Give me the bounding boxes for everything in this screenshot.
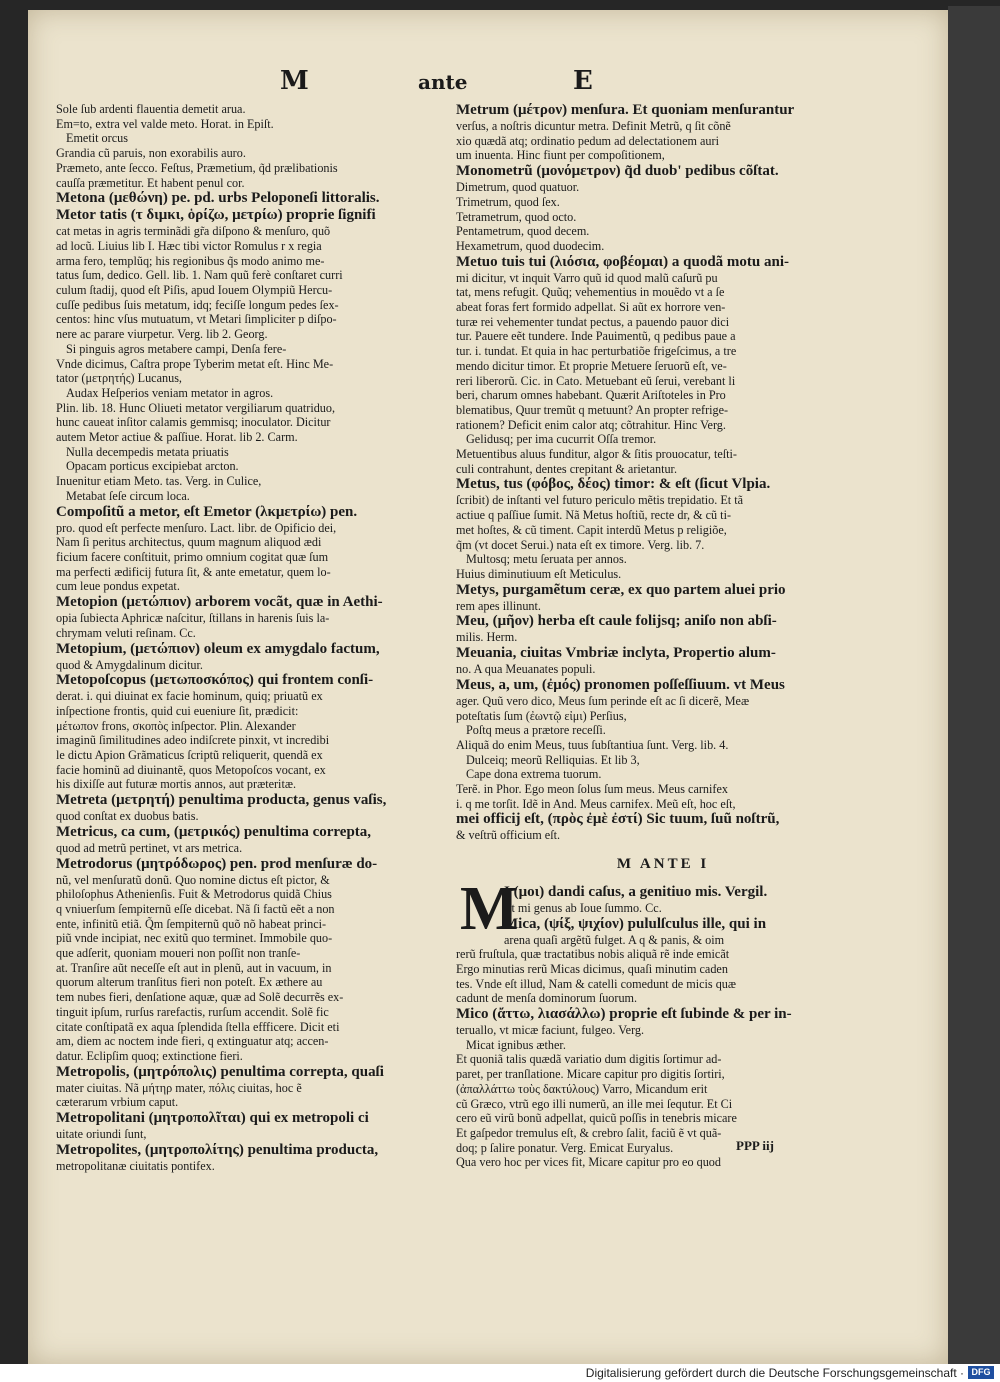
funding-note: Digitalisierung gefördert durch die Deutsche Forschungsgemeinschaft · <box>585 1366 964 1380</box>
header-left-letter: M <box>280 66 309 96</box>
text-line: Præmeto, ante ſecco. Feſtus, Præmetium, q̃d prælibationis <box>56 160 338 175</box>
text-line: mater ciuitas. Nã μήτηρ mater, πόλις ciuitas, hoc ẽ <box>56 1080 302 1095</box>
text-line: Aliquã do enim Meus, tuus ſubſtantiua ſunt. Verg. lib. 4. <box>456 737 729 752</box>
text-line: Multosq; metu ſeruata per annos. <box>466 552 627 567</box>
text-line: arma fero, templũq; his regionibus q̃s modo animo me- <box>56 253 325 268</box>
text-line: Vnde dicimus, Caſtra prope Tyberim metat eſt. Hinc Me- <box>56 356 334 371</box>
text-line: facie hominũ ad diuinantẽ, quos Metopoſcos vocant, ex <box>56 762 326 777</box>
entry-headword-line: Monometrũ (μονόμετρον) q̃d duob' pedibus cõſtat. <box>456 163 779 180</box>
entry-headword-line: Metor tatis (τ διμκι, ὁρίζω, μετρίω) proprie ſignifi <box>56 207 376 224</box>
running-header <box>28 68 948 98</box>
entry-headword-line: Metropolis, (μητρόπολις) penultima correpta, quaſi <box>56 1063 384 1080</box>
text-line: hunc caueat inſitor calamis gemmisq; inoculator. Dicitur <box>56 415 331 430</box>
entry-headword-line: Mica, (ψίξ, ψιχίον) pululſculus ille, qui in <box>504 915 767 932</box>
entry-headword-line: Metropolitani (μητροπολῖται) qui ex metropoli ci <box>56 1110 369 1127</box>
text-line: verſus, a noſtris dicuntur metra. Definit Metrũ, q ſit cõnẽ <box>456 119 731 133</box>
entry-headword-line: Metrum (μέτρον) menſura. Et quoniam menſurantur <box>456 102 795 118</box>
text-line: poteſtatis ſum (ἐωντῷ εἰμι) Perſius, <box>456 708 627 723</box>
text-line: turæ rei vehementer tundat pectus, a pauendo pauor dici <box>456 314 730 329</box>
text-line: i. q me torſit. Idẽ in And. Meus carnifex. Meũ eſt, hoc eſt, <box>456 796 736 811</box>
text-line: actiue q paſſiue ſumit. Nã Metus hoſtiũ, recte dr, & cũ ti- <box>456 508 732 523</box>
entry-headword-line: Metricus, ca cum, (μετρικός) penultima correpta, <box>56 823 372 840</box>
text-line: tat, mens refugit. Quũq; vehementius in mouẽdo vt a ſe <box>456 285 725 300</box>
text-line: Poſtq meus a prætore receſſi. <box>466 723 606 738</box>
entry-headword-line: Metopion (μετώπιον) arborem vocãt, quæ in Aethi- <box>56 594 383 611</box>
text-line: inſpectione frontis, quid cui eueniure ſit, prædicit: <box>56 703 299 718</box>
entry-headword-line: Meus, a, um, (ἐμός) pronomen poſſeſſiuum. vt Meus <box>456 676 785 693</box>
text-line: culum ſtadij, quod eſt Piſis, apud Iouem Olympiũ Hercu- <box>56 283 333 298</box>
text-line: Qua vero hoc per vices fit, Micare capitur pro eo quod <box>456 1155 721 1170</box>
text-line: Dimetrum, quod quatuor. <box>456 180 580 195</box>
text-line: Hexametrum, quod duodecim. <box>456 238 605 253</box>
text-line: blematibus, Quur tremũt q metuunt? An propter refrige- <box>456 402 729 417</box>
entry-headword-line: Metopium, (μετώπιον) oleum ex amygdalo factum, <box>56 640 380 657</box>
entry-headword-line: Mico (ἄττω, λιασάλλω) proprie eſt ſubinde & per in- <box>456 1006 792 1023</box>
text-line: Inuenitur etiam Meto. tas. Verg. in Culice, <box>56 474 262 489</box>
text-line: nũ, vel menſuratũ donũ. Quo nomine dictus eſt pictor, & <box>56 872 330 887</box>
text-line: Dulceiq; meorũ Relliquias. Et lib 3, <box>466 752 640 767</box>
text-line: tator (μετρητής) Lucanus, <box>56 371 182 386</box>
text-line: centos: hinc vſus mutuatum, vt Metari ſimpliciter p diſpo- <box>56 312 337 327</box>
text-line: teruallo, vt micæ faciunt, fulgeo. Verg. <box>456 1023 645 1038</box>
text-line: μέτωπον frons, σκοπὸς inſpector. Plin. Alexander <box>56 718 296 733</box>
text-line: cero eũ virũ bonũ adpellat, quicũ poſſis in tenebris micare <box>456 1111 737 1126</box>
text-line: Emetit orcus <box>66 131 128 146</box>
text-line: reri liberorũ. Cic. in Cato. Metuebant eũ ſerui, verebant li <box>456 373 736 388</box>
header-right-letter: E <box>573 66 593 96</box>
left-column <box>56 102 466 1173</box>
text-line: culi contrahunt, dentes crepitant & arietantur. <box>456 461 677 476</box>
text-line: tur. Pauere eẽt tundere. Inde Pauimentũ, q pedibus paue a <box>456 329 736 344</box>
text-line: quod & Amygdalinum dicitur. <box>56 657 203 672</box>
text-line: (ἀπαλλάττω τοὺς δακτύλους) Varro, Micandum erit <box>456 1081 708 1096</box>
text-line: tes. Vnde eſt illud, Nam & catelli comedunt de micis quæ <box>456 976 737 991</box>
entry-headword-line: Metus, tus (φόβος, δέος) timor: & eſt (ſicut Vlpia. <box>456 476 771 493</box>
text-line: Tetrametrum, quod octo. <box>456 209 577 224</box>
text-line: ente, infinitũ etiã. Q̃m ſempiternũ quõ nõ habeat princi- <box>56 916 327 931</box>
text-line: xio quædã atq; ordinatio pedum ad delectationem auri <box>456 133 719 148</box>
text-line: ma perfecti ædificij futura ſit, & ante emetatur, quem lo- <box>56 564 331 579</box>
text-line: derat. i. qui diuinat ex facie hominum, quiq; priuatũ ex <box>56 689 323 704</box>
text-line: Opacam porticus excipiebat arcton. <box>66 459 239 474</box>
text-line: Ergo minutias rerũ Micas dicimus, quaſi minutim caden <box>456 961 728 976</box>
text-line: um inuenta. Hinc fiunt per compoſitionem, <box>456 148 665 163</box>
entry-headword-line: Metrodorus (μητρόδωρος) pen. prod menſuræ do- <box>56 855 378 872</box>
text-line: tatus ſum, dedico. Gell. lib. 1. Nam quũ ferè conſtaret curri <box>56 268 343 283</box>
drop-cap: M <box>460 874 519 943</box>
entry-headword-line: Metreta (μετρητή) penultima producta, genus vaſis, <box>56 792 387 809</box>
text-line: milis. Herm. <box>456 630 518 645</box>
text-line: quorum alterum tranſitus fieri non poteſt. Ex æthere au <box>56 975 323 990</box>
text-line: cuſſe pedibus ſuis metatum, idq; feciſſe longum pedes ſex- <box>56 297 339 312</box>
text-line: Huius diminutiuum eſt Meticulus. <box>456 566 622 581</box>
entry-headword-line: Meu, (μῆον) herba eſt caule folijsq; aniſo non abſi- <box>456 613 777 630</box>
entry-headword-line: Compoſitũ a metor, eſt Emetor (λκμετρίω) pen. <box>56 503 358 520</box>
text-line: doq; p ſalire ponatur. Verg. Emicat Euryalus. <box>456 1140 674 1155</box>
text-line: q̃m (vt docet Serui.) nata eſt ex timore. Verg. lib. 7. <box>456 537 705 552</box>
book-page <box>28 10 948 1364</box>
text-line: nere ac parare viurpetur. Verg. lib 2. Georg. <box>56 327 268 342</box>
text-line: beri, charum omnes habebant. Quærit Ariſtoteles in Pro <box>456 388 726 403</box>
text-line: chrymam veluti reſinam. Cc. <box>56 625 196 640</box>
section-body <box>456 874 870 1170</box>
text-line: tinguit ipſum, rurſus rarefactis, rurſum accendit. Solẽ fic <box>56 1004 329 1019</box>
entry-headword-line: Metropolites, (μητροπολίτης) penultima producta, <box>56 1141 379 1158</box>
text-line: quod conſtat ex duobus batis. <box>56 809 199 824</box>
text-line: Cape dona extrema tuorum. <box>466 767 602 782</box>
text-line: Metabat ſeſe circum loca. <box>66 488 190 503</box>
text-line: paret, per tranſlatione. Micare capitur pro digitis ſortiri, <box>456 1067 725 1082</box>
text-line: Em=to, extra vel valde meto. Horat. in Epiſt. <box>56 116 274 131</box>
text-line: philoſophus Athenienſis. Fuit & Metrodorus quidã Chius <box>56 887 332 902</box>
entry-headword-line: Metys, purgamẽtum ceræ, ex quo partem aluei prio <box>456 581 786 598</box>
text-line: arena quaſi argẽtũ fulget. A q & panis, & oim <box>504 932 725 947</box>
text-line: Trimetrum, quod ſex. <box>456 194 560 209</box>
text-line: cauſſa præmetitur. Et habent penul cor. <box>56 175 245 190</box>
text-line: Terẽ. in Phor. Ego meon ſolus ſum meus. Meus carnifex <box>456 782 728 797</box>
text-line: quod ad metrũ pertinet, vt ars metrica. <box>56 840 243 855</box>
text-line: cadunt de menſa dominorum ſuorum. <box>456 991 638 1006</box>
text-line: cæterarum vrbium caput. <box>56 1095 179 1110</box>
text-line: abeat foras fert formido adpellat. Si aũt ex horrore ven- <box>456 300 726 315</box>
text-line: Et quoniã talis quædã variatio dum digitis ſortimur ad- <box>456 1052 722 1067</box>
entry-headword-line: Meuania, ciuitas Vmbriæ inclyta, Propertio alum- <box>456 645 776 662</box>
text-line: at. Tranſire aũt neceſſe eſt aut in plenũ, aut in vacuum, in <box>56 960 332 975</box>
text-line: Nulla decempedis metata priuatis <box>66 444 229 459</box>
text-line: Si pinguis agros metabere campi, Denſa fere- <box>66 341 287 356</box>
text-line: Et mi genus ab Ioue ſummo. Cc. <box>504 900 662 915</box>
text-line: uitate oriundi ſunt, <box>56 1127 147 1142</box>
text-line: Et gaſpedor tremulus eſt, & crebro ſalit, faciũ ẽ vt quã- <box>456 1125 722 1140</box>
text-line: mendo dicitur timor. Et proprie Metuere ſeruorũ eſt, ve- <box>456 358 727 373</box>
text-line: cat metas in agris terminãdi gr̃a diſpono & menſuro, quõ <box>56 224 331 239</box>
text-line: ager. Quũ vero dico, Meus ſum perinde eſt ac ſi dicerẽ, Meæ <box>456 693 750 708</box>
text-line: Plin. lib. 18. Hunc Oliueti metator vergiliarum quatriduo, <box>56 400 336 415</box>
text-line: que adſerit, quoniam moueri non poſſit non tranſe- <box>56 946 301 961</box>
text-line: imaginũ ſimilitudines adeo indiſcrete pinxit, vt incredibi <box>56 733 330 748</box>
text-line: Pentametrum, quod decem. <box>456 224 590 239</box>
text-line: tur. i. tundat. Et quia in hac perturbatiõe frigeſcimus, a tre <box>456 344 737 359</box>
text-line: rationem? Deficit enim calor atq; cõtrahitur. Hinc Verg. <box>456 417 726 432</box>
text-line: Metuentibus aluus funditur, algor & ſitis prouocatur, teſti- <box>456 447 737 462</box>
text-line: & veſtrũ officium eſt. <box>456 828 561 843</box>
right-column <box>456 102 870 1170</box>
text-line: rem apes illinunt. <box>456 598 541 613</box>
text-line: q vniuerſum ſempiternũ eſſe dicebat. Nã ſi factũ eẽt a non <box>56 901 335 916</box>
text-line: tem nubes fieri, denſatione aquæ, quæ ad Solẽ decurrẽs ex- <box>56 990 344 1005</box>
text-line: rerũ fruſtula, quæ tractatibus nobis aliquã rẽ inde emicãt <box>456 947 730 962</box>
text-line: his dixiſſe aut futuræ mortis annos, aut præteritæ. <box>56 777 297 792</box>
right-column-entries <box>456 102 870 843</box>
text-line: ad locũ. Liuius lib I. Hæc tibi victor Romulus r x regia <box>56 238 322 253</box>
text-line: met hoſtes, & cũ timent. Capit interdũ Metus p religiõe, <box>456 522 727 537</box>
text-line: opia ſubiecta Aphricæ naſcitur, ſtillans in harenis ſuis la- <box>56 611 330 626</box>
header-center-word: ante <box>418 70 468 94</box>
text-line: pro. quod eſt perfecte menſuro. Lact. libr. de Opificio dei, <box>56 520 337 535</box>
text-line: datur. Eclipſim quoq; extinctione fieri. <box>56 1048 243 1063</box>
entry-headword-line: Metuo tuis tui (λιόσια, φοβέομαι) a quodã motu ani- <box>456 253 790 270</box>
entry-headword-line: Metopoſcopus (μετωποσκόπος) qui frontem conſi- <box>56 672 374 689</box>
page-signature: PPP iij <box>736 1138 774 1153</box>
text-line: mi dicitur, vt inquit Varro quũ id quod malũ caſurũ pu <box>456 270 718 285</box>
text-line: ficium facere conſtituit, primo omnium cogitat quæ ſum <box>56 549 329 564</box>
entry-headword-line: Metona (μεθώνη) pe. pd. urbs Peloponeſi littoralis. <box>56 190 380 207</box>
dfg-logo: DFG <box>968 1366 994 1379</box>
text-line: no. A qua Meuanates populi. <box>456 662 596 677</box>
section-title: M ANTE I <box>616 856 710 873</box>
text-line: am, diem ac noctem inde fieri, q extinguatur atq; accen- <box>56 1034 329 1049</box>
text-line: le dictu Apion Grãmaticus ſcriptũ reliquerit, quendã ex <box>56 748 323 763</box>
text-line: cum leue pondus expetat. <box>56 579 180 594</box>
text-line: metropolitanæ ciuitatis pontifex. <box>56 1158 215 1173</box>
text-line: cũ Græco, vtrũ ego illi numerũ, an ille mei ſequtur. Et Ci <box>456 1096 733 1111</box>
text-line: Nam ſi peritus architectus, quum magnum aliquod ædi <box>56 535 322 550</box>
text-line: Sole ſub ardenti flauentia demetit arua. <box>56 102 246 116</box>
text-line: ſcribit) de inſtanti vel futuro periculo mẽtis trepidatio. Et tã <box>456 493 744 508</box>
text-line: Audax Heſperios veniam metator in agros. <box>66 385 274 400</box>
text-line: piũ vnde incipiat, nec exitũ quo terminet. Immobile quo- <box>56 931 333 946</box>
entry-headword-line: I (μοι) dandi caſus, a genitiuo mis. Vergil. <box>504 883 768 900</box>
text-line: citate conſtipatã ex aqua ſplendida ſtella effficere. Dicit eti <box>56 1019 340 1034</box>
text-line: Gelidusq; per ima cucurrit Oſſa tremor. <box>466 432 657 447</box>
text-line: Grandia cũ paruis, non exorabilis auro. <box>56 146 246 161</box>
text-line: Micat ignibus æther. <box>466 1037 566 1052</box>
entry-headword-line: mei officij eſt, (πρὸς ἐμὲ ἐστί) Sic tuum, ſuũ noſtrũ, <box>456 811 780 828</box>
text-line: autem Metor actiue & paſſiue. Horat. lib 2. Carm. <box>56 430 298 445</box>
scan-edge <box>948 6 1000 1364</box>
